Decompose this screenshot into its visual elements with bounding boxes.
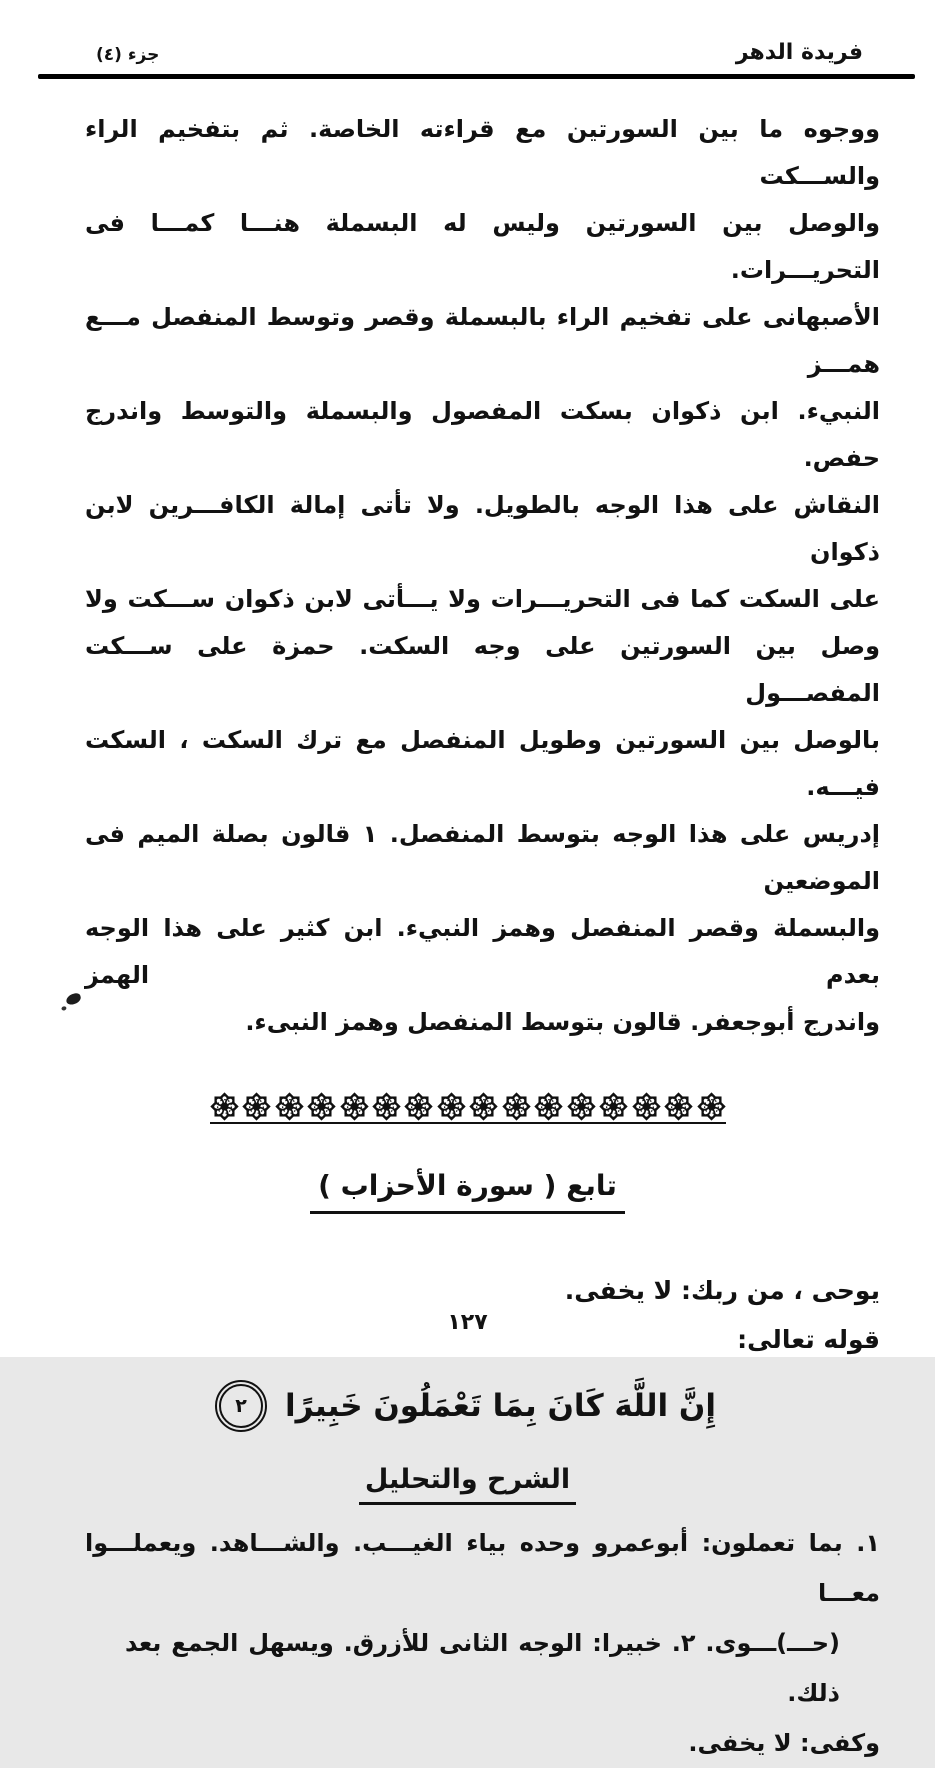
page-number: ١٢٧ [447, 1310, 488, 1335]
paragraph-line: وصل بين السورتين على وجه السكت. حمزة على ســـكت المفصـــول [85, 632, 880, 707]
ayah-number-medallion [219, 1384, 263, 1428]
rosette-ornament-icon [210, 1092, 239, 1121]
paragraph-line: والبسملة وقصر المنفصل وهمز النبيء. ابن كثير على هذا الوجه بعدم الهمز [85, 914, 880, 989]
book-title: فريدة الدهر [735, 40, 863, 65]
paragraph-line: والوصل بين السورتين وليس له البسملة هنـــا كمـــا فى التحريـــرات. [85, 209, 880, 284]
quran-verse [0, 1384, 935, 1428]
rosette-ornament-icon [502, 1092, 531, 1121]
rosette-ornament-icon [534, 1092, 563, 1121]
commentary-title [359, 1464, 576, 1505]
paragraph-line: إدريس على هذا الوجه بتوسط المنفصل. ١ قالون بصلة الميم فى الموضعين [85, 820, 880, 895]
rosette-ornament-icon [242, 1092, 271, 1121]
paragraph-line: على السكت كما فى التحريـــرات ولا يـــأتى لابن ذكوان ســـكت ولا [85, 585, 880, 613]
rosette-ornament-icon [275, 1092, 304, 1121]
commentary-line: وكفى: لا يخفى. [688, 1729, 880, 1757]
rosette-ornament-icon [697, 1092, 726, 1121]
paragraph-line: واندرج أبوجعفر. قالون بتوسط المنفصل وهمز النبىء. [245, 1008, 880, 1036]
commentary-section [0, 1518, 935, 1768]
rosette-ornament-icon [599, 1092, 628, 1121]
section-title [310, 1169, 625, 1214]
rosette-ornament-icon [567, 1092, 596, 1121]
ayah-number: ٢ [235, 1395, 247, 1417]
rosette-ornament-icon [404, 1092, 433, 1121]
main-paragraph [0, 79, 935, 1046]
ornament-row [210, 1092, 726, 1124]
commentary-line: ١. بما تعملون: أبوعمرو وحده بياء الغيـــب. والشـــاهد. ويعملـــوا معـــا [85, 1529, 880, 1607]
rosette-ornament-icon [664, 1092, 693, 1121]
page-header [0, 0, 935, 65]
paragraph-line: الأصبهانى على تفخيم الراء بالبسملة وقصر وتوسط المنفصل مـــع همـــز [85, 303, 880, 378]
rosette-ornament-icon [632, 1092, 661, 1121]
paragraph-line: بالوصل بين السورتين وطويل المنفصل مع ترك السكت ، السكت فيـــه. [85, 726, 880, 801]
juz-label: جزء (٤) [96, 45, 160, 65]
commentary-line: (حـــ)ـــوى. ٢. خبيرا: الوجه الثانى للأزرق. ويسهل الجمع بعد ذلك. [125, 1629, 841, 1707]
pre-verse-lead-in: قوله تعالى: [737, 1325, 880, 1354]
rosette-ornament-icon [340, 1092, 369, 1121]
rosette-ornament-icon [469, 1092, 498, 1121]
paragraph-line: النقاش على هذا الوجه بالطويل. ولا تأتى إمالة الكافـــرين لابن ذكوان [85, 491, 880, 566]
rosette-ornament-icon [372, 1092, 401, 1121]
paragraph-line: ووجوه ما بين السورتين مع قراءته الخاصة. ثم بتفخيم الراء والســـكت [85, 115, 880, 190]
rosette-ornament-icon [437, 1092, 466, 1121]
section-title-text: تابع ( سورة الأحزاب ) [318, 1169, 617, 1202]
commentary-title-text: الشرح والتحليل [364, 1464, 571, 1495]
pre-verse-line: يوحى ، من ربك: لا يخفى. [564, 1276, 880, 1305]
rosette-ornament-icon [307, 1092, 336, 1121]
paragraph-line: النبيء. ابن ذكوان بسكت المفصول والبسملة والتوسط واندرج حفص. [85, 397, 880, 472]
verse-text: إِنَّ اللَّهَ كَانَ بِمَا تَعْمَلُونَ خَبِيرًا [285, 1388, 716, 1424]
